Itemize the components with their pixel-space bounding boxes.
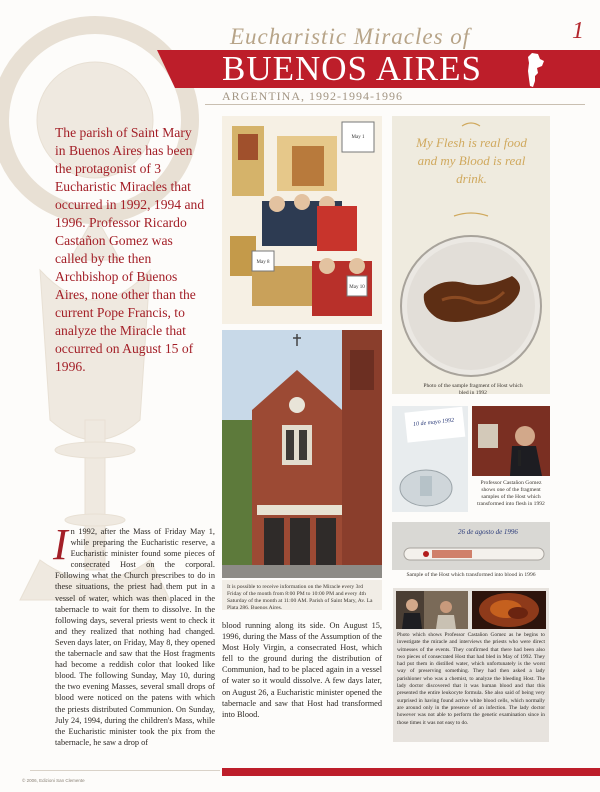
handwritten-label-1992: 10 de mayo 1992 [412,417,455,428]
calendar-label-1: May 1 [351,135,365,140]
handwritten-label-1996: 26 de agosto de 1996 [458,528,518,536]
vial-caption: Sample of the Host which transformed into blood in 1996 [406,572,536,578]
church-photo [222,330,382,578]
quote-text: My Flesh is real food and my Blood is real drink. [416,135,527,186]
eucharist-illustration [222,116,382,324]
body-column-1 [53,520,215,748]
host-sample-caption: Photo of the sample fragment of Host which bled in 1992 [423,383,523,396]
calendar-label-3: May 10 [349,285,365,290]
intro-paragraph: The parish of Saint Mary in Buenos Aires has been the protagonist of 3 Eucharistic Miracles that occurred in 1992, 1994 and 1996. Professor Ricardo Castañon Gomez was called by the then Archbishop of Buenos Aires, none other than the current Pope Francis, to analyze the Miracle that occurred on August 15 of 1996. [55,125,205,374]
microscope-photo [472,591,546,629]
test-tube-photo [392,406,468,512]
church-caption: It is possible to receive information on the Miracle every 3rd Friday of the month from 8:00 PM to 10:00 PM and every 4th Saturday of the month at 11:00 AM. Parish of Saint Mary, Av. La Plata 286. Buenos Aires. [227,584,373,611]
interview-photo [396,591,468,629]
argentina-map-icon [523,52,545,88]
calendar-label-2: May 8 [256,260,270,265]
page-title: BUENOS AIRES [222,49,482,88]
host-sample-panel [392,116,550,394]
supertitle: Eucharistic Miracles of [230,24,471,49]
vial-photo [392,522,550,570]
drop-cap: I [53,520,68,569]
copyright: © 2006, Edizioni San Clemente [22,778,85,783]
footer-divider [30,770,220,771]
header-divider [205,104,585,105]
interview-caption: Photo which shows Professor Castañon Gomez as he begins to investigate the miracle and interviews the priests who were direct witnesses of the events. They confirmed that there had been also two pieces of consecrated Host that had bled in May of 1992. They had put them in distilled water, which unfortunately is the worst way of preserving something. They had then asked a lady parishioner who was a chemist, to analyze the bleeding Host. The lady doctor discovered that it was human blood and that this presented the entire leukocyte formula. She also said of being very surprised in having found active white blood cells, which normally are around only in the presence of an infection. The lady doctor however was not able to perform the genetic examination since in those times it was not easy to do. [397,632,545,726]
page-number: 1 [572,18,584,44]
body-text-2: blood running along its side. On August 15, 1996, during the Mass of the Assumption of the Most Holy Virgin, a consecrated Host, which fell to the ground during the distribution of Communion, had to be placed again in a vessel of water so it would dissolve. A few days later, on August 26, a Eucharistic minister opened the tabernacle and saw that Host had transformed into Blood. [222,621,382,719]
professor-caption: Professor Castañon Gomez shows one of the fragment samples of the Host which transformed into flesh in 1992 [477,480,545,507]
body-column-2 [222,620,382,720]
page-subtitle: ARGENTINA, 1992-1994-1996 [222,89,403,103]
body-text-1: n 1992, after the Mass of Friday May 1, while preparing the Eucharistic reserve, a Eucharistic minister found some pieces of consecrated Host on the corporal. Following what the Church prescribes to do in these situations, the priest had them put in a vessel of water, which was then placed in the tabernacle to wait for them to dissolve. In the following days, several priests went to check it and they realized that nothing had changed. Seven days later, on Friday, May 8, they opened the tabernacle and saw that the Host fragments had become a reddish color that looked like blood. The following Sunday, May 10, during the two evening Masses, several small drops of blood were noticed on the patens with which the priests distributed Communion. On Sunday, July 24, 1994, during the children's Mass, while the Eucharistic minister took the pix from the tabernacle, he saw a drop of [55,527,215,747]
footer-bar [222,768,600,776]
professor-photo [472,406,550,476]
